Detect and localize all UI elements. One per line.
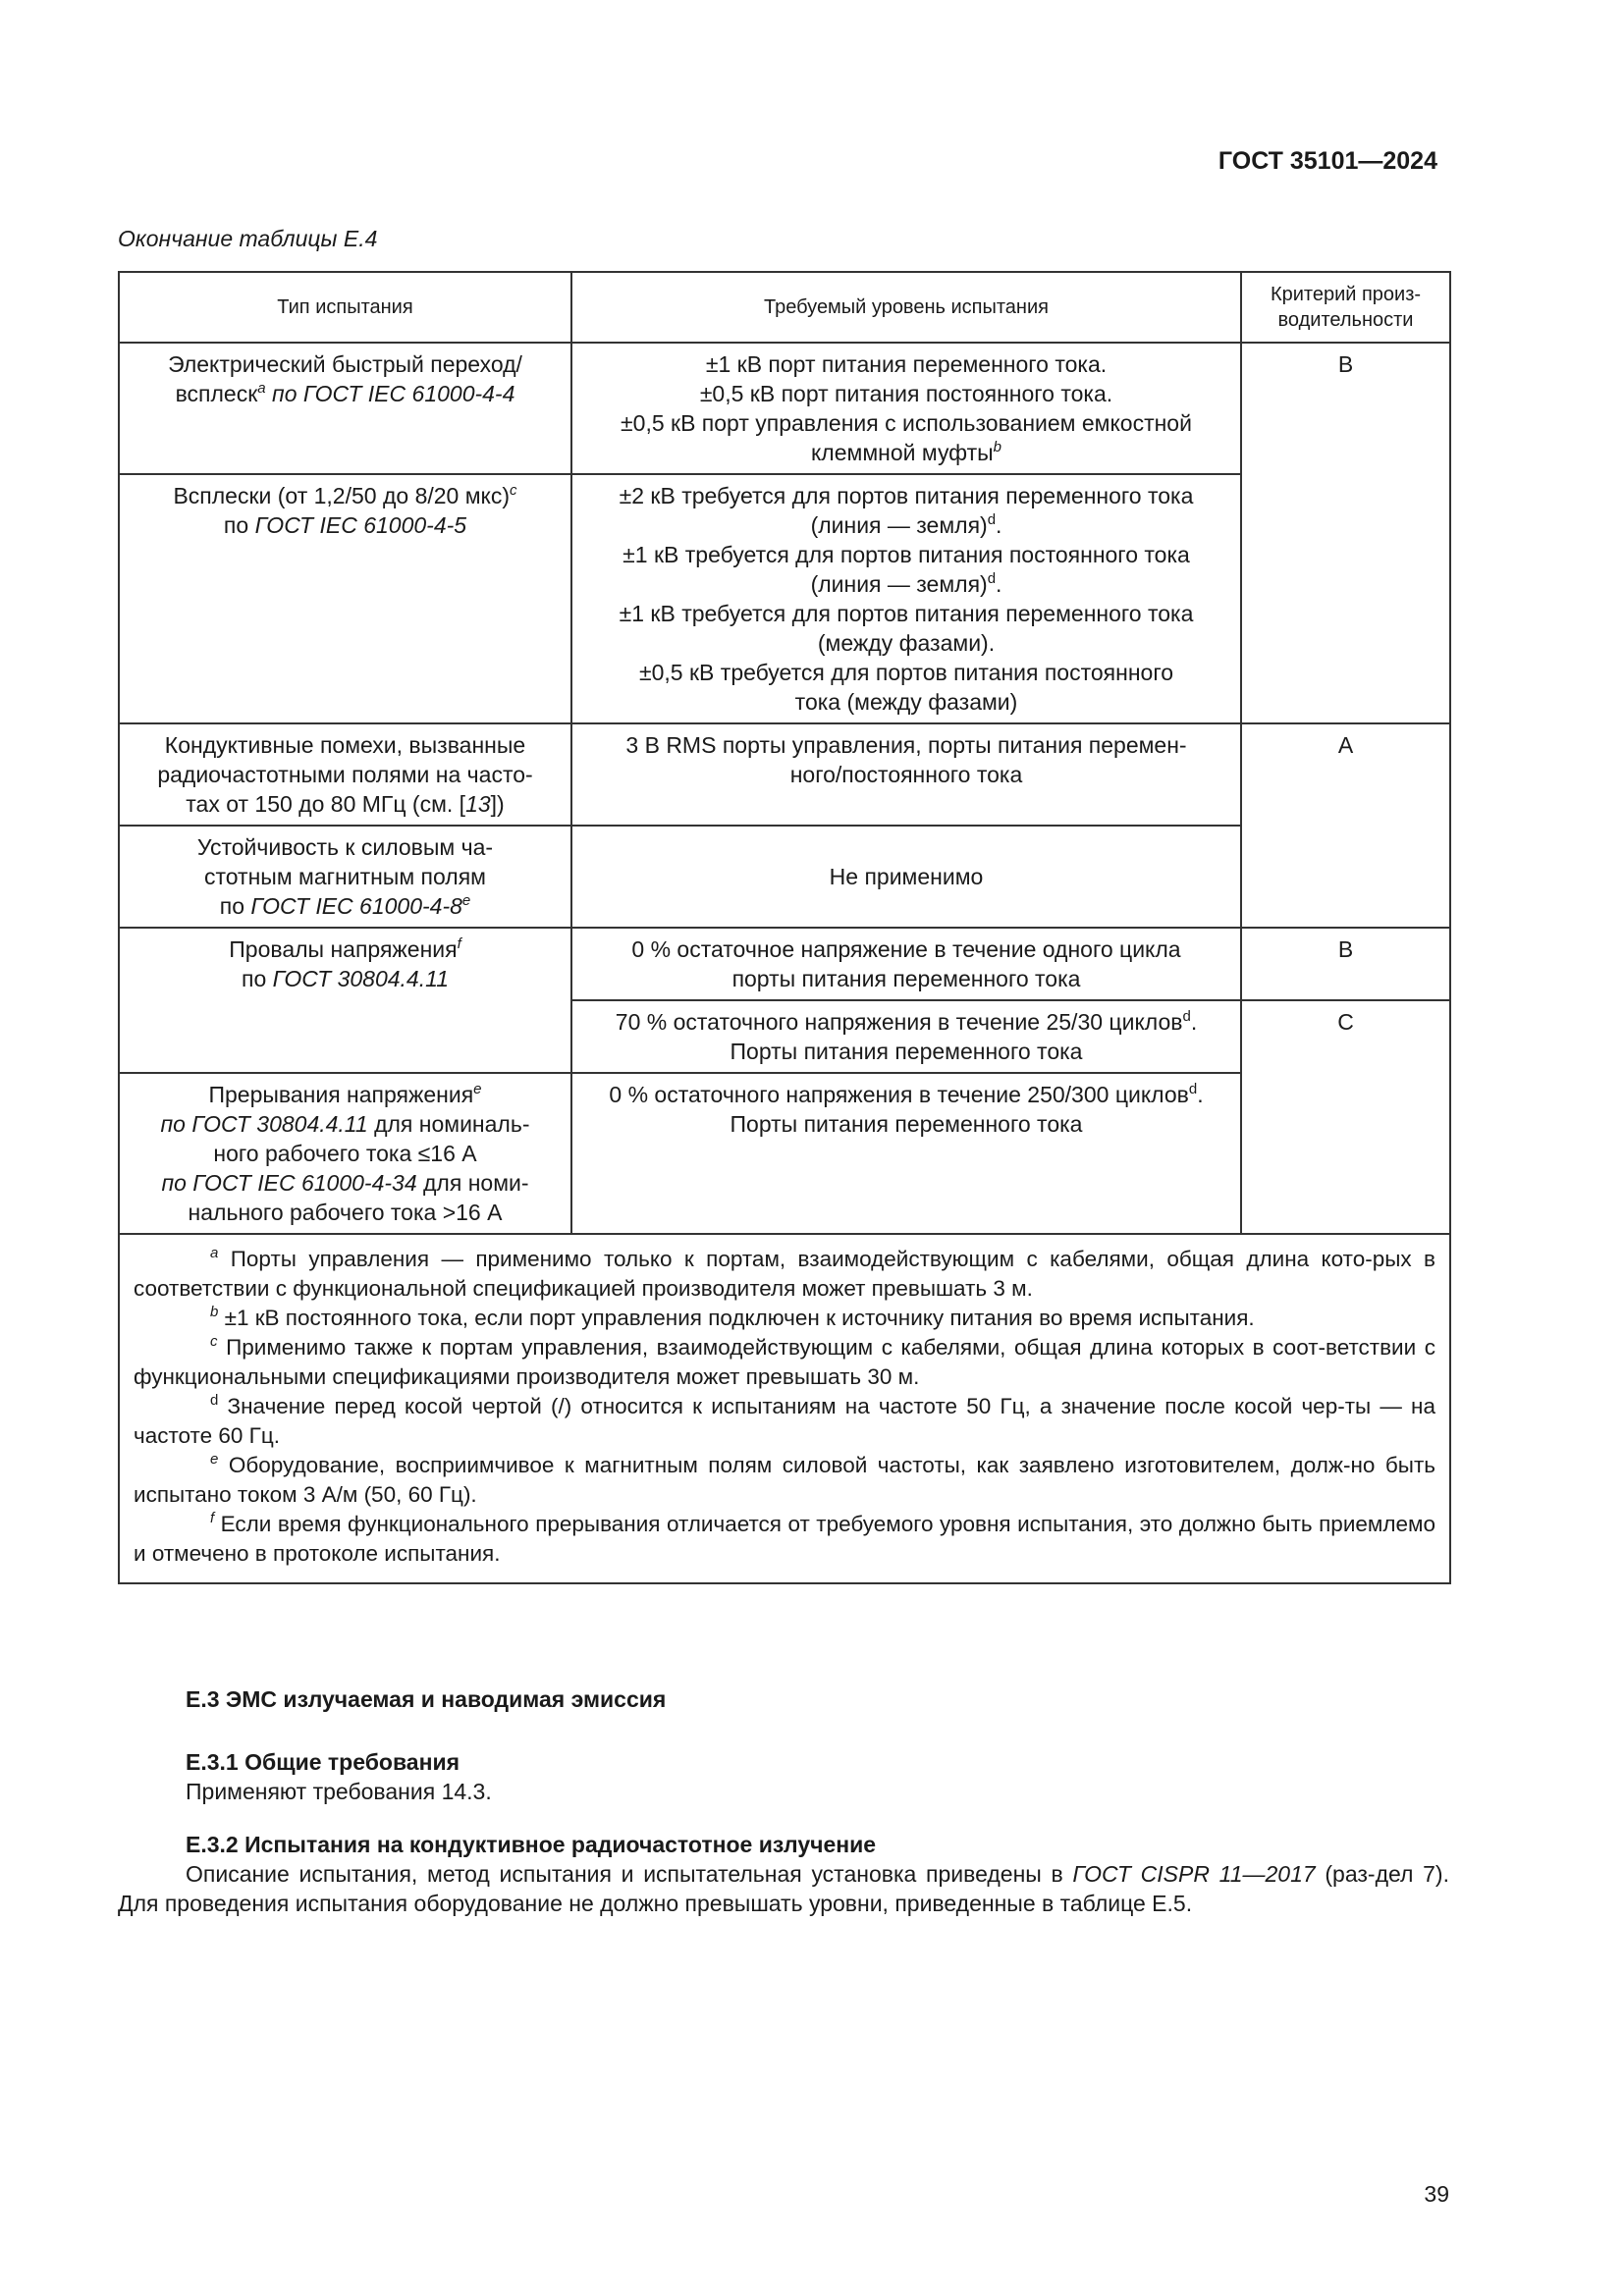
standard-number: ГОСТ 35101—2024 [1218, 147, 1437, 175]
header-criterion: Критерий произ- водительности [1241, 272, 1450, 343]
cell-test-level: ±2 кВ требуется для портов питания переменного тока (линия — земля)$^d$. ±1 кВ требуется для портов питания постоянного тока (линия — земля)$^d$. ±1 кВ требуется для портов питания переменного тока (между фазами). ±0,5 кВ требуется для портов питания постоянного тока (между фазами) [571, 474, 1241, 723]
section-e32-text: Описание испытания, метод испытания и испытательная установка приведены в ГОСТ CISPR 11—2017 (раз-дел 7). Для проведения испытания оборудование не должно превышать уровни, приведенные в таблице Е.5. [118, 1861, 1449, 1916]
section-e3-title: Е.3 ЭМС излучаемая и наводимая эмиссия [186, 1686, 667, 1712]
cell-test-type: Прерывания напряжения$^e$ по ГОСТ 30804.4.11 для номиналь- ного рабочего тока ≤16 А по ГОСТ IEC 61000-4-34 для номи- нального рабочего тока >16 А [119, 1073, 571, 1234]
section-e31-title: Е.3.1 Общие требования [186, 1749, 460, 1775]
section-e32-title: Е.3.2 Испытания на кондуктивное радиочастотное излучение [186, 1832, 877, 1857]
cell-test-level: 0 % остаточного напряжения в течение 250/300 циклов$^d$. Порты питания переменного тока [571, 1073, 1241, 1234]
cell-test-level: 3 В RMS порты управления, порты питания перемен- ного/постоянного тока [571, 723, 1241, 826]
table-row [119, 723, 1450, 826]
header-test-type: Тип испытания [119, 272, 571, 343]
footnote-e: $^e$ Оборудование, восприимчивое к магнитным полям силовой частоты, как заявлено изготовителем, долж-но быть испытано током 3 А/м (50, 60 Гц). [134, 1451, 1435, 1507]
cell-test-level: Не применимо [571, 826, 1241, 928]
table-caption: Окончание таблицы Е.4 [118, 226, 378, 251]
cell-test-type: Устойчивость к силовым ча- стотным магнитным полям по ГОСТ IEC 61000-4-8e [119, 826, 571, 928]
section-e31-text: Применяют требования 14.3. [186, 1779, 492, 1804]
footnote-d: $^d$ Значение перед косой чертой (/) относится к испытаниям на частоте 50 Гц, а значение после косой чер-ты — на частоте 60 Гц. [134, 1392, 1435, 1448]
cell-test-level: 0 % остаточное напряжение в течение одного цикла порты питания переменного тока [571, 928, 1241, 1000]
cell-criterion: C [1241, 1000, 1450, 1234]
cell-test-type: Кондуктивные помехи, вызванные радиочастотными полями на часто- тах от 150 до 80 МГц (см. [13]) [119, 723, 571, 826]
cell-test-level: ±1 кВ порт питания переменного тока. ±0,5 кВ порт питания постоянного тока. ±0,5 кВ порт управления с использованием емкостной клеммной муфты$^b$ [571, 343, 1241, 474]
cell-test-type: Электрический быстрый переход/ всплеск$^a$ по ГОСТ IEC 61000-4-4 [119, 343, 571, 474]
cell-criterion: A [1241, 723, 1450, 928]
cell-test-type: Всплески (от 1,2/50 до 8/20 мкс)$^c$ по ГОСТ IEC 61000-4-5 [119, 474, 571, 723]
page-number: 39 [1424, 2181, 1449, 2207]
table-row [119, 928, 1450, 1000]
cell-test-level: 70 % остаточного напряжения в течение 25/30 циклов$^d$. Порты питания переменного тока [571, 1000, 1241, 1073]
table-notes-row [119, 1234, 1450, 1583]
table-header-row [119, 272, 1450, 343]
cell-criterion: B [1241, 343, 1450, 723]
footnote-c: $^c$ Применимо также к портам управления, взаимодействующим с кабелями, общая длина которых в соот-ветствии с функциональными спецификациями производителя может превышать 30 м. [134, 1333, 1435, 1389]
cell-criterion: B [1241, 928, 1450, 1000]
cell-test-type: Провалы напряжения$^f$ по ГОСТ 30804.4.11 [119, 928, 571, 1073]
header-test-level: Требуемый уровень испытания [571, 272, 1241, 343]
test-levels-table [118, 271, 1451, 1584]
footnote-f: $^f$ Если время функционального прерывания отличается от требуемого уровня испытания, это должно быть приемлемо и отмечено в протоколе испытания. [134, 1510, 1435, 1566]
footnote-b: $^b$ ±1 кВ постоянного тока, если порт управления подключен к источнику питания во время испытания. [210, 1304, 1255, 1330]
table-footnotes [119, 1234, 1450, 1583]
footnote-a: $^a$ Порты управления — применимо только к портам, взаимодействующим с кабелями, общая длина кото-рых в соответствии с функциональной спецификацией производителя может превышать 3 м. [134, 1245, 1435, 1301]
sections [118, 1684, 1449, 1918]
table-row [119, 343, 1450, 474]
